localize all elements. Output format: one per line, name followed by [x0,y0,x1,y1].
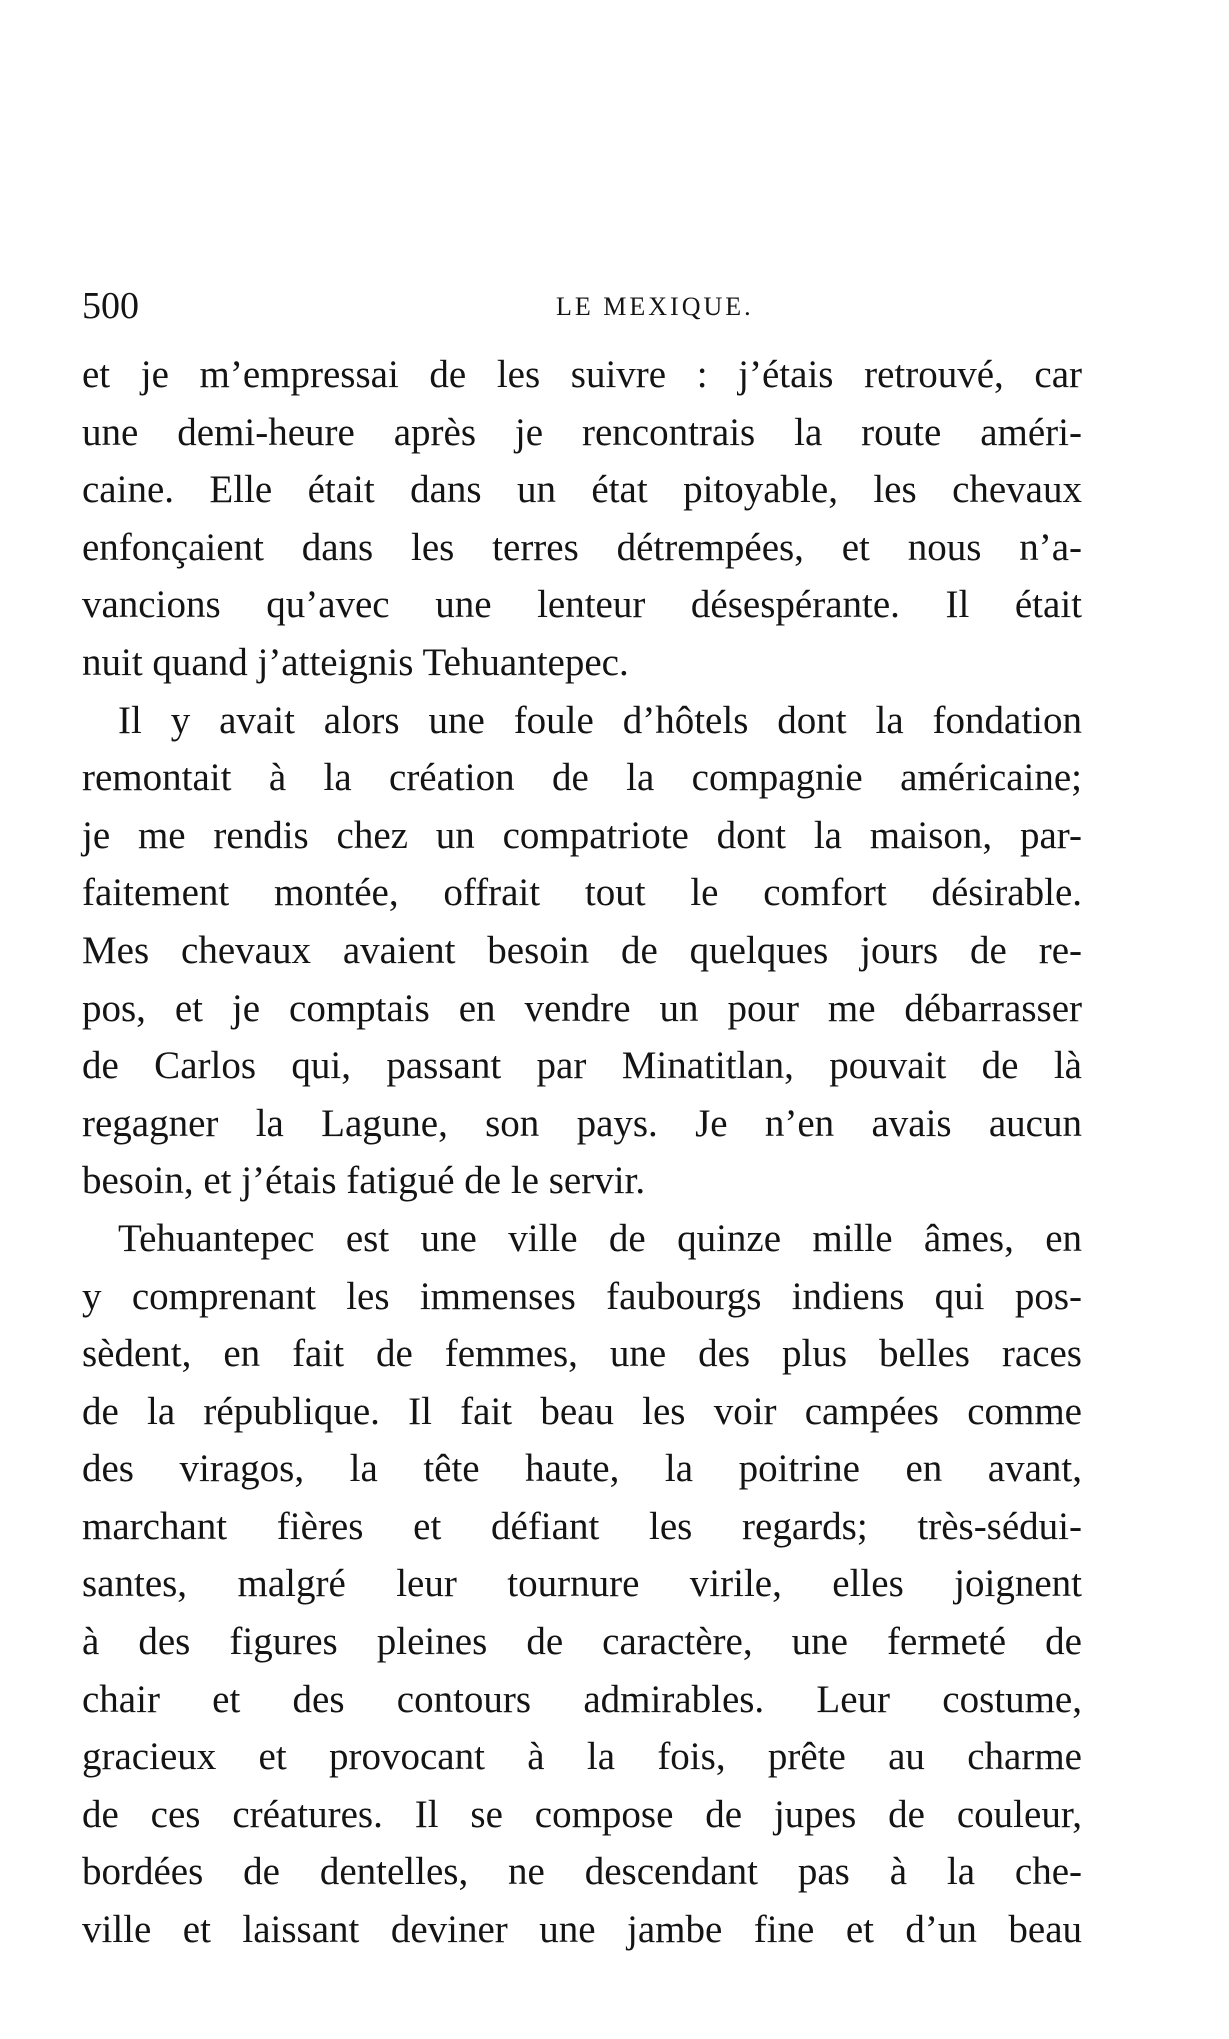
text-line: et je m’empressai de les suivre : j’étais retrouvé, car [82,353,1082,396]
text-line: pos, et je comptais en vendre un pour me débarrasser [82,986,1082,1030]
page-header [82,286,1082,326]
text-line: besoin, et j’étais fatigué de le servir. [82,1159,646,1203]
text-line: Il y avait alors une foule d’hôtels dont la fondation [118,698,1082,742]
text-line: vancions qu’avec une lenteur désespérante. Il était [82,583,1082,627]
text-line: sèdent, en fait de femmes, une des plus belles races [82,1332,1082,1376]
text-line: je me rendis chez un compatriote dont la maison, par- [82,813,1082,857]
text-line: de ces créatures. Il se compose de jupes de couleur, [82,1792,1082,1836]
text-line: regagner la Lagune, son pays. Je n’en avais aucun [82,1101,1082,1145]
text-line: à des figures pleines de caractère, une fermeté de [82,1620,1082,1664]
text-line: de Carlos qui, passant par Minatitlan, pouvait de là [82,1044,1082,1088]
text-line: de la république. Il fait beau les voir campées comme [82,1389,1082,1433]
text-line: faitement montée, offrait tout le comfort désirable. [82,871,1082,915]
text-line: chair et des contours admirables. Leur costume, [82,1677,1082,1721]
text-line: Mes chevaux avaient besoin de quelques jours de re- [82,928,1082,972]
text-line: une demi-heure après je rencontrais la route améri- [82,410,1082,454]
running-title: LE MEXIQUE. [556,292,754,321]
body-text [82,346,1082,1959]
text-line: nuit quand j’atteignis Tehuantepec. [82,640,629,684]
text-line: remontait à la création de la compagnie américaine; [82,756,1082,800]
text-line: caine. Elle était dans un état pitoyable, les chevaux [82,468,1082,512]
text-line: ville et laissant deviner une jambe fine et d’un beau [82,1908,1082,1952]
text-line: des viragos, la tête haute, la poitrine en avant, [82,1447,1082,1491]
text-line: marchant fières et défiant les regards; très-sédui- [82,1504,1082,1548]
text-line: y comprenant les immenses faubourgs indiens qui pos- [82,1274,1082,1318]
text-line: Tehuantepec est une ville de quinze mille âmes, en [118,1216,1082,1260]
text-line: enfonçaient dans les terres détrempées, et nous n’a- [82,525,1082,569]
page-number: 500 [82,285,139,327]
text-line: gracieux et provocant à la fois, prête au charme [82,1735,1082,1779]
text-line: santes, malgré leur tournure virile, elles joignent [82,1562,1082,1606]
text-line: bordées de dentelles, ne descendant pas à la che- [82,1850,1082,1894]
